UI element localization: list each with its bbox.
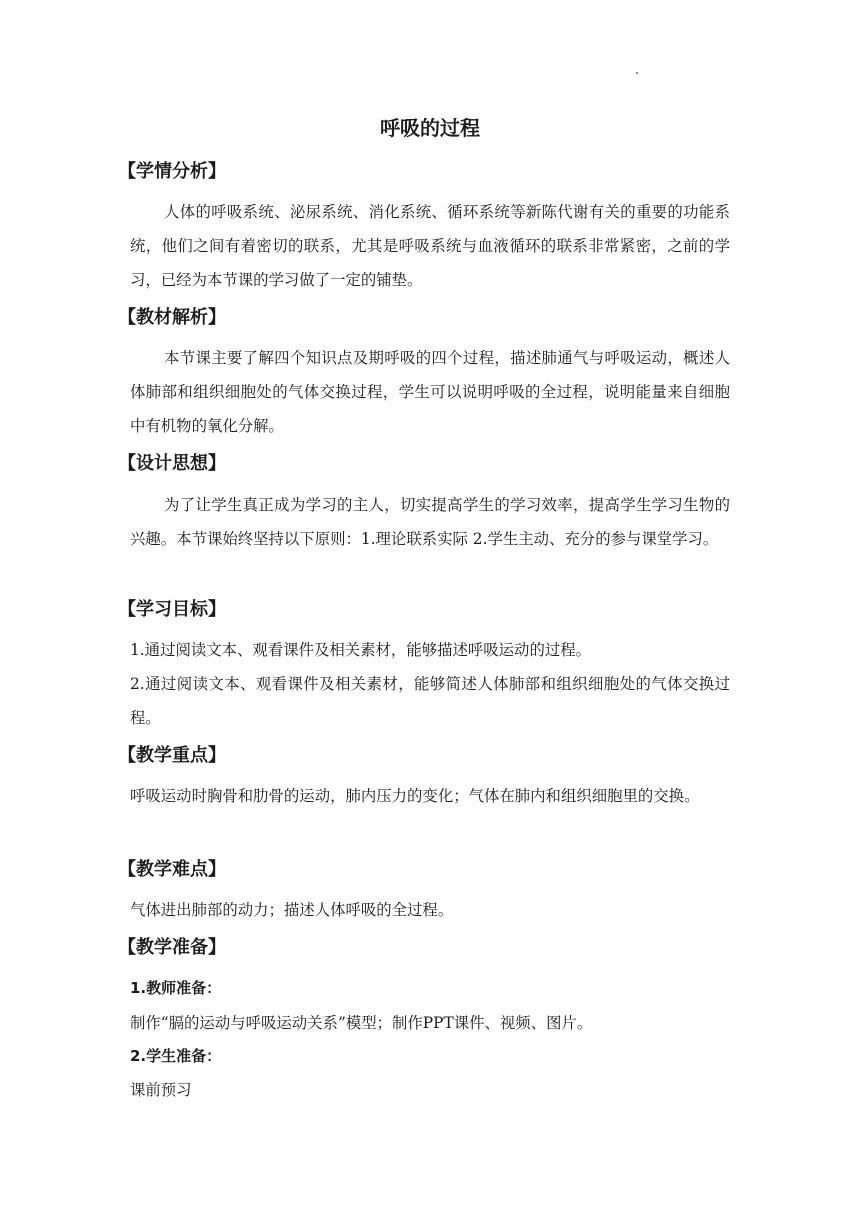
objective-item-2: 2.通过阅读文本、观看课件及相关素材，能够简述人体肺部和组织细胞处的气体交换过程。 [130,675,730,727]
key-points-body: 呼吸运动时胸骨和肋骨的运动，肺内压力的变化；气体在肺内和组织细胞里的交换。 [130,787,700,805]
analysis-body: 人体的呼吸系统、泌尿系统、消化系统、循环系统等新陈代谢有关的重要的功能系统，他们之间有着密切的联系，尤其是呼吸系统与血液循环的联系非常紧密，之前的学习，已经为本节课的学习做了一定的铺垫。 [130,203,730,289]
decorative-dot [636,72,638,74]
difficulties-body: 气体进出肺部的动力；描述人体呼吸的全过程。 [130,901,454,919]
student-preparation-body: 课前预习 [130,1081,192,1099]
heading-analysis: 【学情分析】 [118,161,226,182]
page-title: 呼吸的过程 [380,116,480,140]
teacher-preparation-body: 制作“膈的运动与呼吸运动关系”模型；制作PPT课件、视频、图片。 [130,1014,593,1032]
objective-item-1: 1.通过阅读文本、观看课件及相关素材，能够描述呼吸运动的过程。 [130,641,592,659]
heading-textbook: 【教材解析】 [118,307,226,328]
design-body: 为了让学生真正成为学习的主人，切实提高学生的学习效率，提高学生学习生物的兴趣。本节课始终坚持以下原则：1.理论联系实际 2.学生主动、充分的参与课堂学习。 [130,496,730,548]
teacher-preparation-label: 1.教师准备： [130,979,222,997]
heading-design: 【设计思想】 [118,453,226,474]
heading-objectives: 【学习目标】 [118,599,226,620]
heading-difficulties: 【教学难点】 [118,859,226,880]
textbook-body: 本节课主要了解四个知识点及期呼吸的四个过程，描述肺通气与呼吸运动，概述人体肺部和组织细胞处的气体交换过程，学生可以说明呼吸的全过程，说明能量来自细胞中有机物的氧化分解。 [130,349,730,435]
student-preparation-label: 2.学生准备： [130,1047,222,1065]
heading-preparation: 【教学准备】 [118,937,226,958]
heading-key-points: 【教学重点】 [118,745,226,766]
